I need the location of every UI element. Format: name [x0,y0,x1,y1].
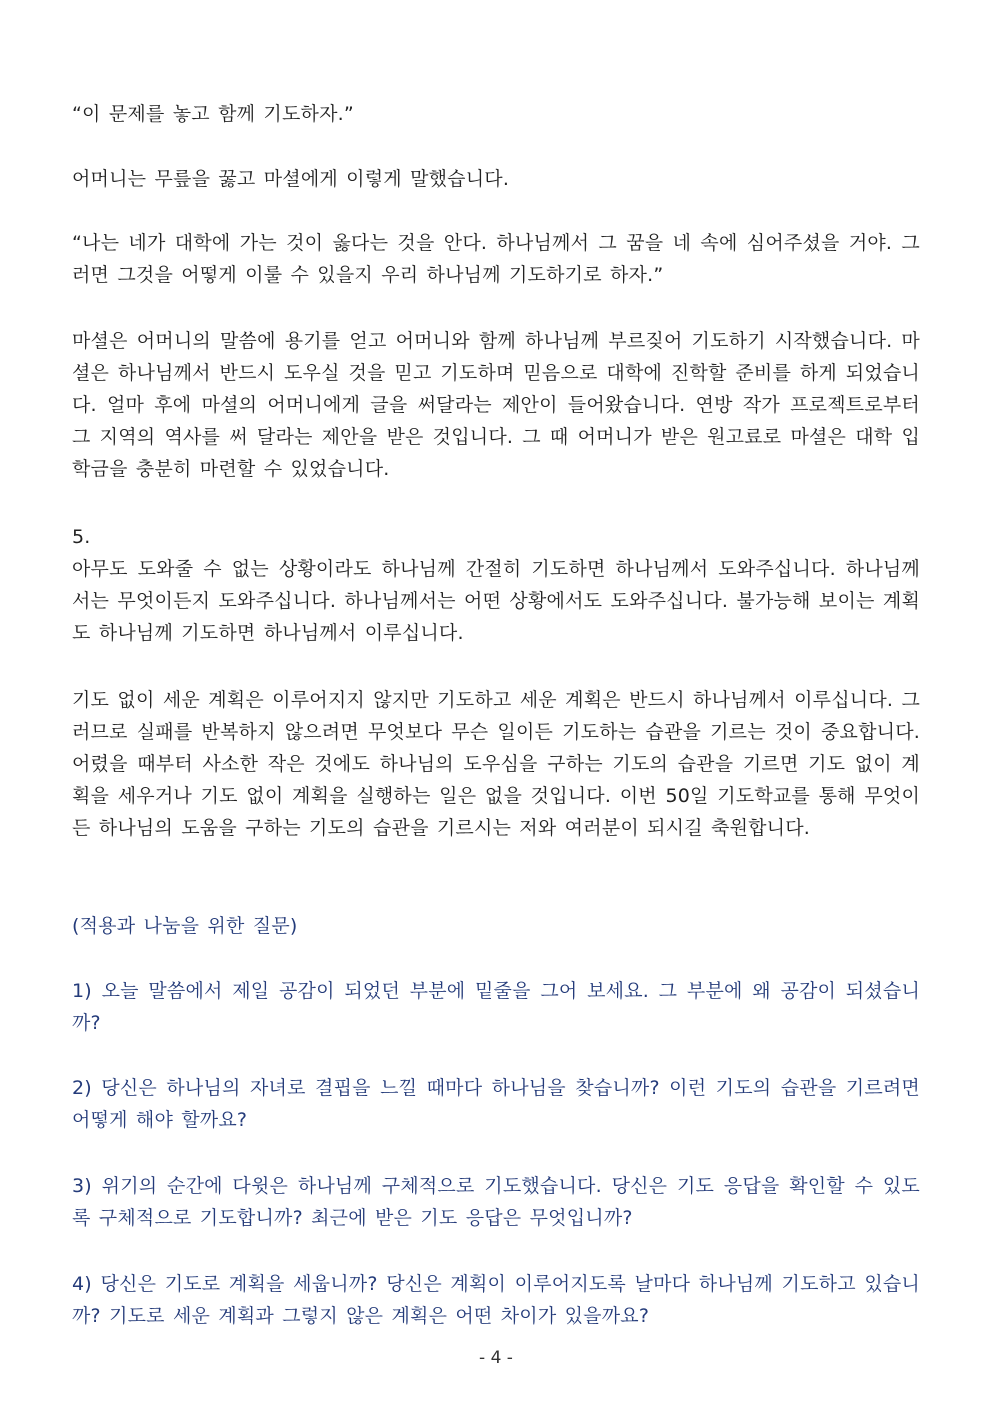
body-paragraph-6: 기도 없이 세운 계획은 이루어지지 않지만 기도하고 세운 계획은 반드시 하나님께서 이루십니다. 그러므로 실패를 반복하지 않으려면 무엇보다 무슨 일이든 기도하는 습관을 기르는 것이 중요합니다. 어렸을 때부터 사소한 작은 것에도 하나님의 도우심을 구하는 기도의 습관을 기르면 기도 없이 계획을 세우거나 기도 없이 계획을 실행하는 일은 없을 것입니다. 이번 50일 기도학교를 통해 무엇이든 하나님의 도움을 구하는 기도의 습관을 기르시는 저와 여러분이 되시길 축원합니다. [72,689,920,839]
body-paragraph-2: 어머니는 무릎을 꿇고 마셜에게 이렇게 말했습니다. [72,168,510,190]
body-paragraph-5: 5. 아무도 도와줄 수 없는 상황이라도 하나님께 간절히 기도하면 하나님께서 도와주십니다. 하나님께서는 무엇이든지 도와주십니다. 하나님께서는 어떤 상황에서도 도와주십니다. 불가능해 보이는 계획도 하나님께 기도하면 하나님께서 이루십니다. [72,526,920,644]
body-paragraph-3: “나는 네가 대학에 가는 것이 옳다는 것을 안다. 하나님께서 그 꿈을 네 속에 심어주셨을 거야. 그러면 그것을 어떻게 이룰 수 있을지 우리 하나님께 기도하기로 하자.” [72,232,920,286]
question-item-4: 4) 당신은 기도로 계획을 세웁니까? 당신은 계획이 이루어지도록 날마다 하나님께 기도하고 있습니까? 기도로 세운 계획과 그렇지 않은 계획은 어떤 차이가 있을까요? [72,1273,920,1327]
question-item-2: 2) 당신은 하나님의 자녀로 결핍을 느낄 때마다 하나님을 찾습니까? 이런 기도의 습관을 기르려면 어떻게 해야 할까요? [72,1077,920,1131]
question-item-3: 3) 위기의 순간에 다윗은 하나님께 구체적으로 기도했습니다. 당신은 기도 응답을 확인할 수 있도록 구체적으로 기도합니까? 최근에 받은 기도 응답은 무엇입니까? [72,1175,920,1229]
question-item-1: 1) 오늘 말씀에서 제일 공감이 되었던 부분에 밑줄을 그어 보세요. 그 부분에 왜 공감이 되셨습니까? [72,980,920,1034]
questions-heading: (적용과 나눔을 위한 질문) [72,915,298,937]
body-paragraph-4: 마셜은 어머니의 말씀에 용기를 얻고 어머니와 함께 하나님께 부르짖어 기도하기 시작했습니다. 마셜은 하나님께서 반드시 도우실 것을 믿고 기도하며 믿음으로 대학에 진학할 준비를 하게 되었습니다. 얼마 후에 마셜의 어머니에게 글을 써달라는 제안이 들어왔습니다. 연방 작가 프로젝트로부터 그 지역의 역사를 써 달라는 제안을 받은 것입니다. 그 때 어머니가 받은 원고료로 마셜은 대학 입학금을 충분히 마련할 수 있었습니다. [72,330,920,480]
body-paragraph-1: “이 문제를 놓고 함께 기도하자.” [72,103,354,125]
page-number: - 4 - [479,1348,513,1368]
